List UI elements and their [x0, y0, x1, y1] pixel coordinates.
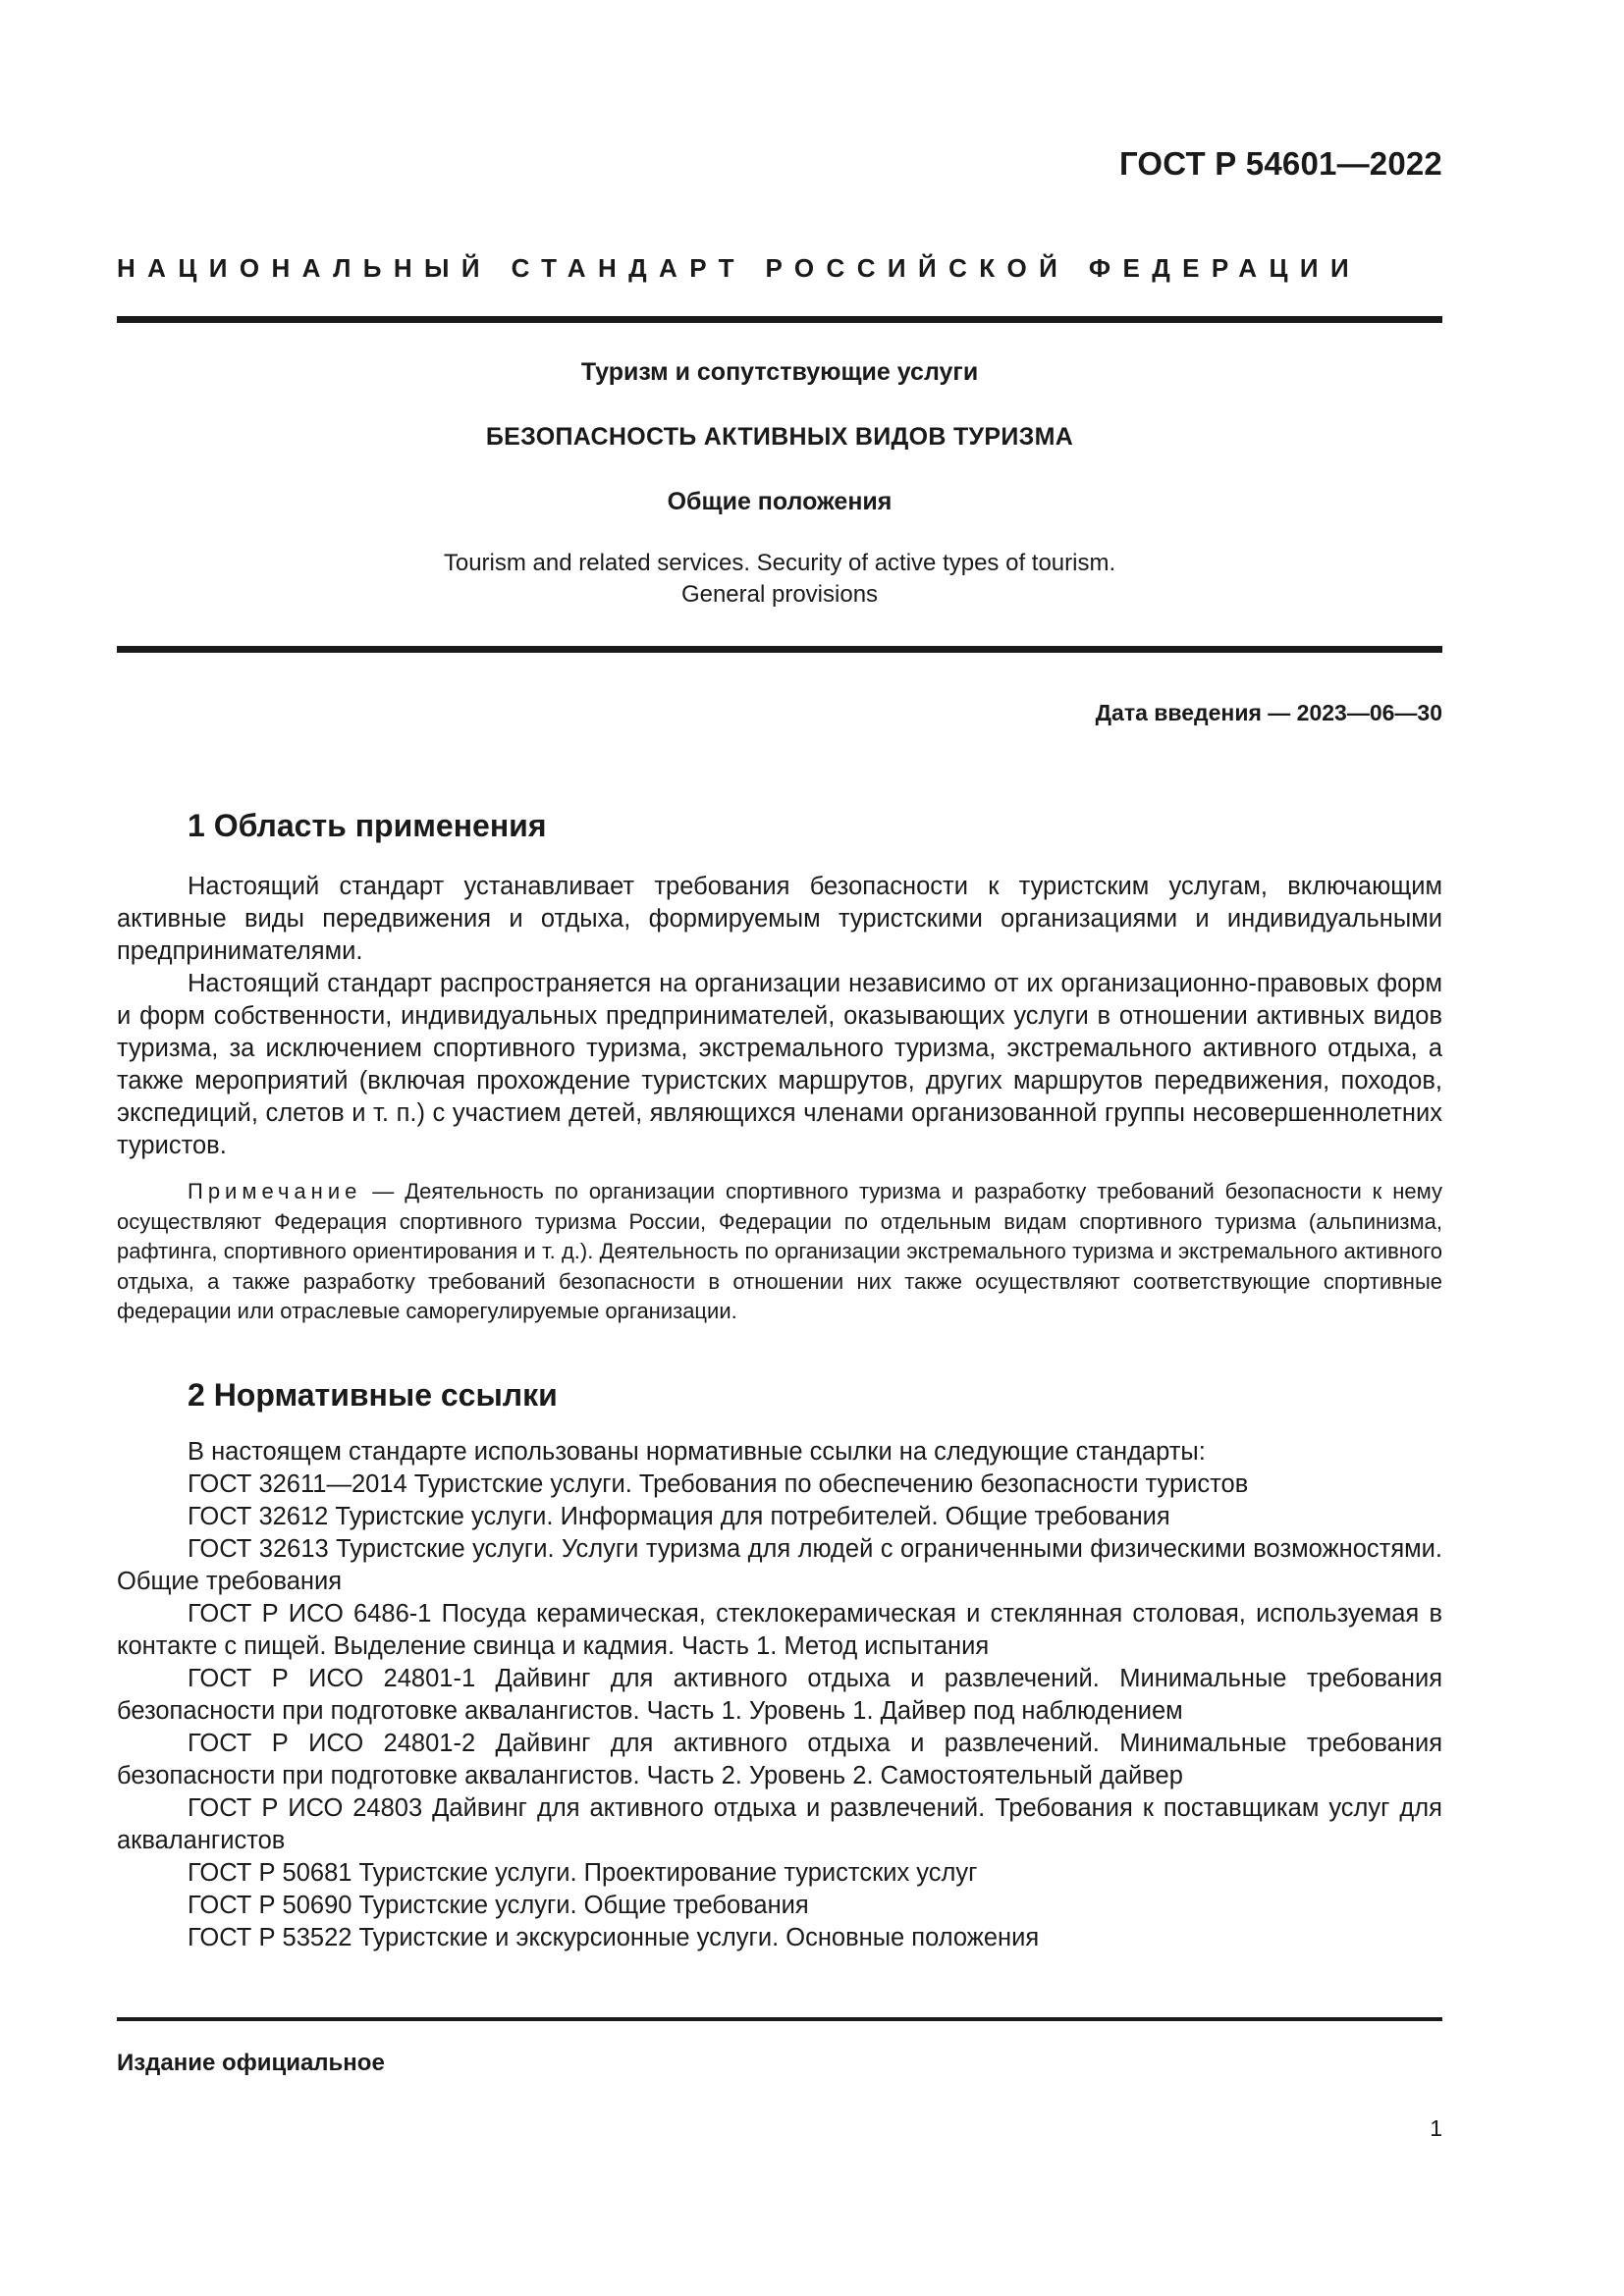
normative-reference: ГОСТ 32613 Туристские услуги. Услуги туризма для людей с ограниченными физическими возможностями. Общие требования — [117, 1535, 1442, 1595]
national-standard-banner: НАЦИОНАЛЬНЫЙ СТАНДАРТ РОССИЙСКОЙ ФЕДЕРАЦИИ — [117, 253, 1362, 283]
normative-reference: ГОСТ Р ИСО 24801-2 Дайвинг для активного отдыха и развлечений. Минимальные требования безопасности при подготовке аквалангистов. Часть 2. Уровень 2. Самостоятельный дайвер — [117, 1730, 1442, 1789]
section-2-body — [117, 1436, 1442, 1954]
note-text: — Деятельность по организации спортивного туризма и разработку требований безопасности к нему осуществляют Федерация спортивного туризма России, Федерации по отдельным видам спортивного туризма (альпинизма, рафтинга, спортивного ориентирования и т. д.). Деятельность по организации экстремального туризма и экстремального активного отдыха, а также разработку требований безопасности в отношении них также осуществляют соответствующие спортивные федерации или отраслевые саморегулируемые организации. — [117, 1179, 1442, 1323]
normative-reference: ГОСТ Р 53522 Туристские и экскурсионные услуги. Основные положения — [188, 1924, 1040, 1951]
official-edition-label: Издание официальное — [117, 2050, 385, 2076]
section-1-heading: 1 Область применения — [188, 808, 547, 843]
top-divider — [117, 316, 1442, 323]
section-1-paragraph: Настоящий стандарт устанавливает требования безопасности к туристским услугам, включающим активные виды передвижения и отдыха, формируемым туристскими организациями и индивидуальными предпринимателями. — [117, 873, 1442, 965]
section-1-paragraph: Настоящий стандарт распространяется на организации независимо от их организационно-правовых форм и форм собственности, индивидуальных предпринимателей, оказывающих услуги в отношении активных видов туризма, за исключением спортивного туризма, экстремального туризма, экстремального активного отдыха, а также мероприятий (включая прохождение туристских маршрутов, других маршрутов передвижения, походов, экспедиций, слетов и т. п.) с участием детей, являющихся членами организованной группы несовершеннолетних туристов. — [117, 970, 1442, 1159]
title-line-1: Туризм и сопутствующие услуги — [580, 358, 979, 386]
normative-reference: ГОСТ Р ИСО 6486-1 Посуда керамическая, стеклокерамическая и стеклянная столовая, используемая в контакте с пищей. Выделение свинца и кадмия. Часть 1. Метод испытания — [117, 1600, 1442, 1660]
normative-reference: ГОСТ Р 50690 Туристские услуги. Общие требования — [188, 1892, 809, 1919]
introduction-date: Дата введения — 2023—06—30 — [1095, 700, 1442, 725]
page-number: 1 — [1430, 2115, 1442, 2141]
title-line-2: БЕЗОПАСНОСТЬ АКТИВНЫХ ВИДОВ ТУРИЗМА — [485, 423, 1074, 451]
normative-reference: ГОСТ 32612 Туристские услуги. Информация для потребителей. Общие требования — [188, 1503, 1170, 1530]
section-1-note — [117, 1177, 1442, 1327]
english-title-line-1: Tourism and related services. Security of active types of tourism. — [443, 550, 1116, 576]
normative-reference: ГОСТ Р ИСО 24801-1 Дайвинг для активного отдыха и развлечений. Минимальные требования безопасности при подготовке аквалангистов. Часть 1. Уровень 1. Дайвер под наблюдением — [117, 1665, 1442, 1725]
title-line-3: Общие положения — [667, 488, 893, 515]
gost-number: ГОСТ Р 54601—2022 — [1118, 145, 1442, 182]
normative-reference: ГОСТ Р ИСО 24803 Дайвинг для активного отдыха и развлечений. Требования к поставщикам услуг для аквалангистов — [117, 1794, 1442, 1854]
normative-reference: ГОСТ 32611—2014 Туристские услуги. Требования по обеспечению безопасности туристов — [188, 1470, 1249, 1498]
section-2-intro: В настоящем стандарте использованы нормативные ссылки на следующие стандарты: — [188, 1438, 1206, 1466]
english-title-line-2: General provisions — [680, 581, 879, 608]
section-2-heading: 2 Нормативные ссылки — [188, 1377, 558, 1413]
document-page — [117, 0, 1442, 2296]
bottom-divider — [117, 2017, 1442, 2021]
section-1-body — [117, 871, 1442, 1162]
normative-reference: ГОСТ Р 50681 Туристские услуги. Проектирование туристских услуг — [188, 1859, 978, 1887]
middle-divider — [117, 646, 1442, 653]
note-label: Примечание — [188, 1179, 362, 1203]
english-title — [117, 548, 1442, 611]
